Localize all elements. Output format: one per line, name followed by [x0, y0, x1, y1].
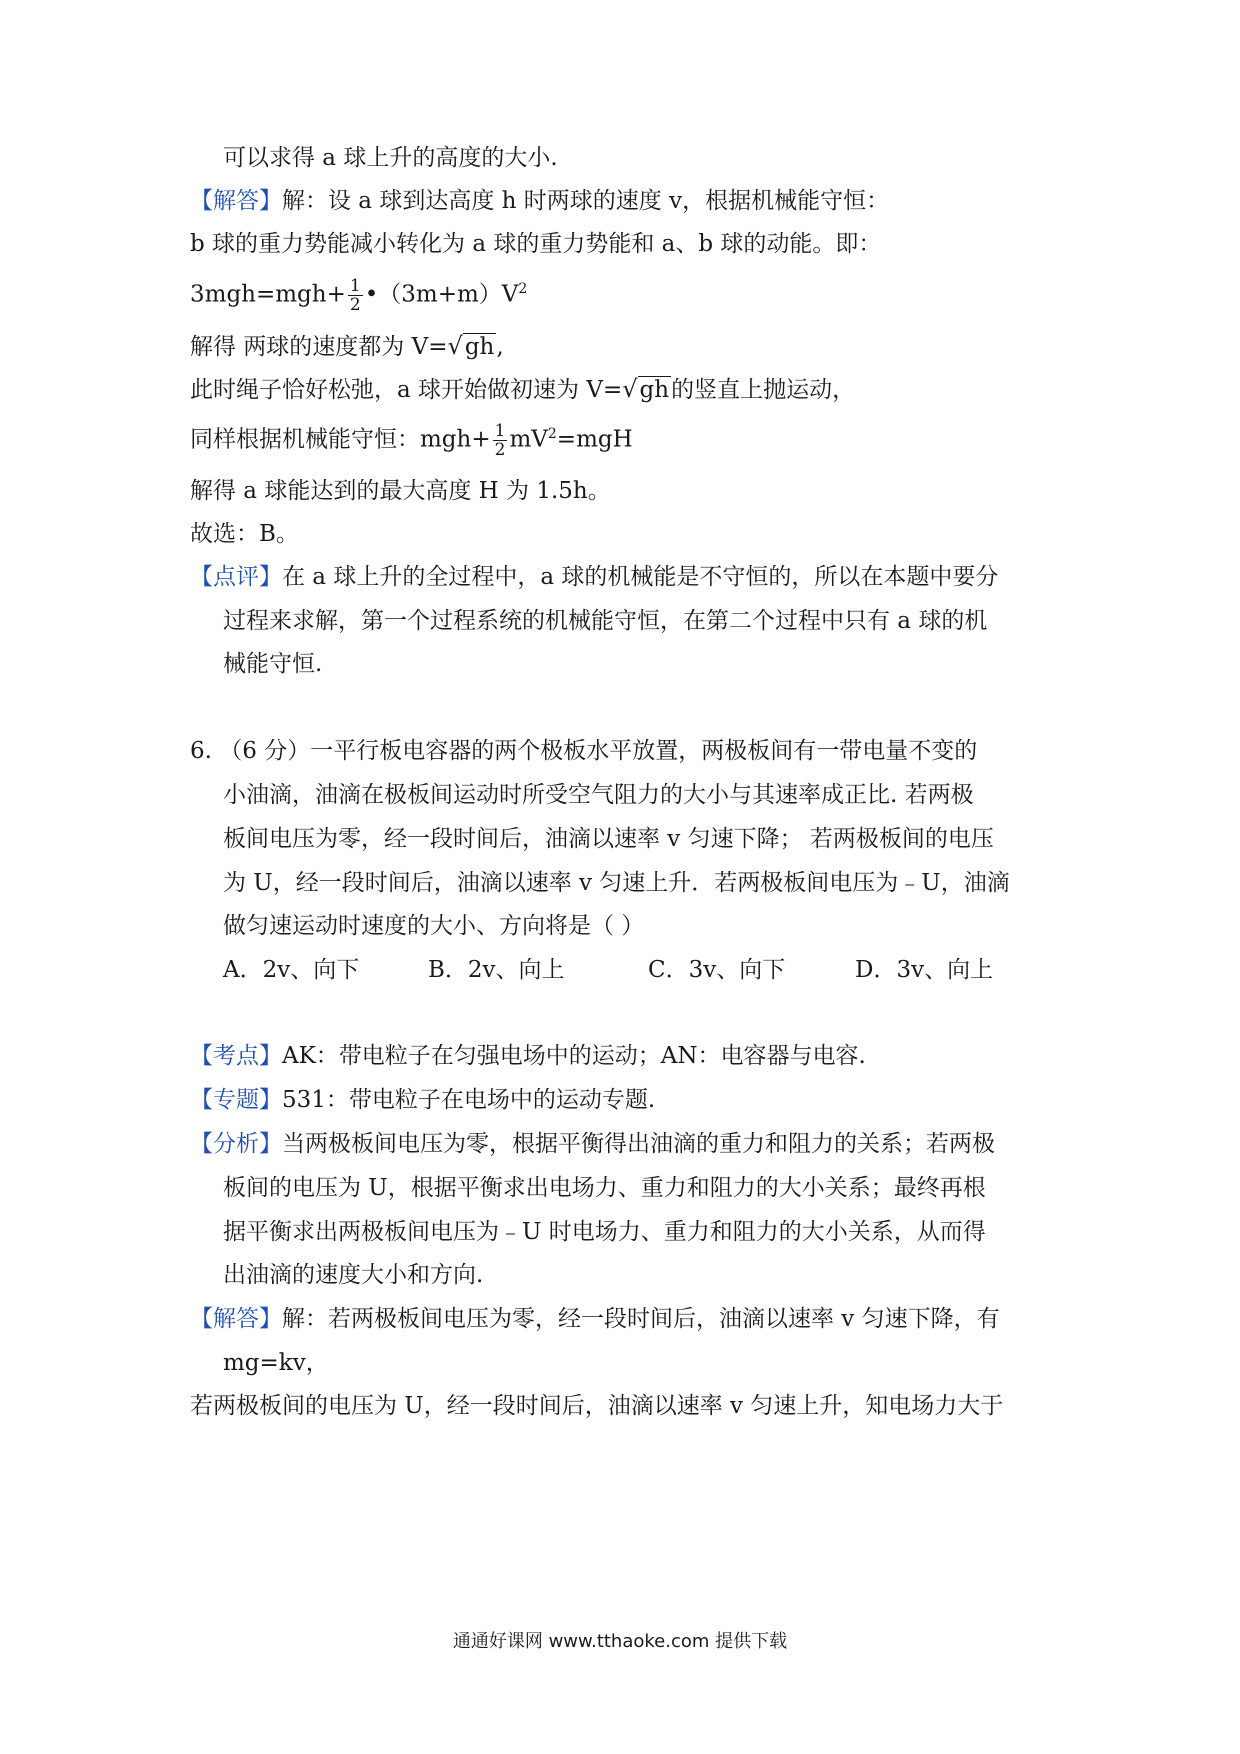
line4-suffix: ,: [496, 334, 504, 360]
fraction-half: [493, 422, 508, 459]
kaodian-tag: 【考点】: [190, 1043, 282, 1069]
question-line: 为 U，经一段时间后，油滴以速率 v 匀速上升．若两极板间电压为﹣U，油滴: [223, 870, 1010, 896]
option-c: C．3v、向下: [648, 957, 786, 983]
comment-tag: 【点评】: [190, 564, 282, 590]
fraction-numerator: 1: [349, 276, 361, 296]
analysis-line: 当两极板间电压为零，根据平衡得出油滴的重力和阻力的关系；若两极: [282, 1131, 995, 1157]
comment-line: 械能守恒.: [223, 651, 323, 677]
equation-left: 3mgh=mgh+: [190, 281, 346, 308]
solution2-paragraph: [190, 1304, 1000, 1334]
analysis-tag: 【分析】: [190, 1131, 282, 1157]
solution-line-8: 故选：B。: [190, 521, 299, 547]
solution-line-5: [190, 374, 855, 405]
analysis-paragraph: [190, 1129, 995, 1159]
page-footer: 通通好课网 www.tthaoke.com 提供下载: [452, 1631, 788, 1652]
option-b: B．2v、向上: [428, 957, 565, 983]
question-line: 6. （6 分）一平行板电容器的两个极板水平放置，两极板间有一带电量不变的: [190, 738, 978, 764]
option-a: A．2v、向下: [223, 957, 360, 983]
comment-line: 过程来求解，第一个过程系统的机械能守恒，在第二个过程中只有 a 球的机: [223, 608, 988, 634]
comment-paragraph: [190, 562, 998, 592]
solution2-line: 解：若两极板间电压为零，经一段时间后，油滴以速率 v 匀速下降，有: [282, 1306, 1000, 1332]
question-line: 小油滴，油滴在极板间运动时所受空气阻力的大小与其速率成正比. 若两极: [223, 782, 974, 808]
fraction-half: [348, 277, 363, 314]
exponent: 2: [547, 425, 557, 442]
solution2-line: mg=kv，: [223, 1350, 329, 1376]
comment-line: 在 a 球上升的全过程中，a 球的机械能是不守恒的，所以在本题中要分: [282, 564, 999, 590]
fraction-numerator: 1: [494, 421, 506, 441]
option-d: D．3v、向上: [855, 957, 994, 983]
solution-line-2: b 球的重力势能减小转化为 a 球的重力势能和 a、b 球的动能。即：: [190, 231, 882, 257]
solution-tag: 【解答】: [190, 188, 282, 214]
question-line: 板间电压为零，经一段时间后，油滴以速率 v 匀速下降； 若两极板间的电压: [223, 826, 994, 852]
line6-text: 同样根据机械能守恒：mgh+: [190, 426, 491, 453]
analysis-line: 板间的电压为 U，根据平衡求出电场力、重力和阻力的大小关系；最终再根: [223, 1175, 986, 1201]
radicand: gh: [464, 334, 495, 360]
question-line: 做匀速运动时速度的大小、方向将是（ ）: [223, 913, 645, 939]
radicand: gh: [639, 377, 670, 403]
fraction-denominator: 2: [349, 295, 361, 315]
line6-suffix: =mgH: [556, 426, 633, 453]
exponent: 2: [518, 280, 528, 297]
line5-suffix: 的竖直上抛运动，: [671, 377, 856, 403]
solution-line-7: 解得 a 球能达到的最大高度 H 为 1.5h。: [190, 478, 611, 504]
solution-line-6: [190, 422, 633, 459]
kaodian-paragraph: [190, 1041, 866, 1071]
intro-line: 可以求得 a 球上升的高度的大小.: [223, 145, 558, 171]
solution-first-line: 解：设 a 球到达高度 h 时两球的速度 v，根据机械能守恒：: [282, 188, 890, 214]
solution2-line: 若两极板间的电压为 U，经一段时间后，油滴以速率 v 匀速上升，知电场力大于: [190, 1393, 1004, 1419]
zhuanti-text: 531：带电粒子在电场中的运动专题.: [282, 1087, 656, 1113]
zhuanti-paragraph: [190, 1085, 655, 1115]
line5-text: 此时绳子恰好松弛，a 球开始做初速为 V=: [190, 377, 623, 403]
analysis-line: 出油滴的速度大小和方向.: [223, 1262, 484, 1288]
sqrt-symbol: √gh: [447, 332, 495, 360]
equation-right: •（3m+m）V: [364, 281, 519, 308]
kaodian-text: AK：带电粒子在匀强电场中的运动；AN：电容器与电容.: [282, 1043, 866, 1069]
zhuanti-tag: 【专题】: [190, 1087, 282, 1113]
solution-paragraph: [190, 186, 889, 216]
equation-energy-conservation: [190, 277, 527, 314]
line6-mid: mV: [509, 426, 548, 453]
analysis-line: 据平衡求出两极板间电压为﹣U 时电场力、重力和阻力的大小关系，从而得: [223, 1219, 986, 1245]
fraction-denominator: 2: [494, 440, 506, 460]
solution2-tag: 【解答】: [190, 1306, 282, 1332]
line4-text: 解得 两球的速度都为 V=: [190, 334, 448, 360]
solution-line-4: [190, 331, 504, 362]
sqrt-symbol: √gh: [622, 375, 670, 403]
